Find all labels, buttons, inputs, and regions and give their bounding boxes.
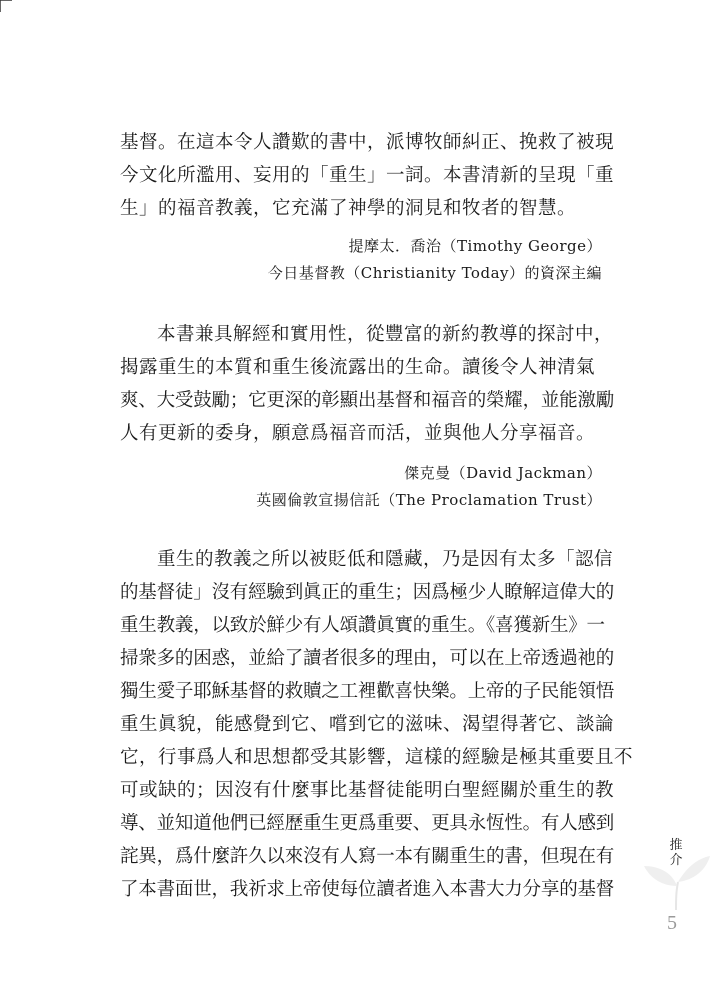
text-line: 爽、大受鼓勵；它更深的彰顯出基督和福音的榮耀，並能激勵 (120, 390, 615, 411)
attribution-2 (256, 460, 602, 514)
paragraph-3 (120, 543, 634, 906)
leaf-icon (640, 852, 712, 912)
attribution-1 (268, 233, 602, 287)
attribution-title: 英國倫敦宣揚信託（The Proclamation Trust） (256, 491, 602, 509)
text-line: 掃衆多的困惑，並給了讀者很多的理由，可以在上帝透過祂的 (120, 648, 615, 669)
paragraph-2 (120, 318, 615, 450)
text-line: 今文化所濫用、妄用的「重生」一詞。本書清新的呈現「重 (120, 165, 615, 186)
text-line: 生」的福音教義，它充滿了神學的洞見和牧者的智慧。 (120, 198, 577, 219)
text-line: 人有更新的委身，願意爲福音而活，並與他人分享福音。 (120, 423, 596, 444)
attribution-title: 今日基督教（Christianity Today）的資深主編 (267, 264, 602, 282)
attribution-name: 傑克曼（David Jackman） (404, 464, 602, 482)
text-line: 本書兼具解經和實用性，從豐富的新約教導的探討中， (157, 324, 614, 345)
text-line: 重生的教義之所以被貶低和隱藏，乃是因有太多「認信 (157, 549, 614, 570)
text-line: 可或缺的；因沒有什麼事比基督徒能明白聖經關於重生的教 (120, 780, 615, 801)
corner-mark-icon (0, 0, 18, 18)
text-line: 詫異，爲什麼許久以來沒有人寫一本有關重生的書，但現在有 (120, 846, 615, 867)
text-line: 了本書面世，我祈求上帝使每位讀者進入本書大力分享的基督 (120, 879, 615, 900)
section-label-char: 推 (669, 838, 683, 853)
text-line: 它，行事爲人和思想都受其影響，這樣的經驗是極其重要且不 (120, 747, 634, 768)
text-line: 基督。在這本令人讚歎的書中，派博牧師糾正、挽救了被現 (120, 132, 615, 153)
text-line: 重生眞貌，能感覺到它、嚐到它的滋味、渴望得著它、談論 (120, 714, 615, 735)
paragraph-1 (120, 126, 615, 225)
text-line: 導、並知道他們已經歷重生更爲重要、更具永恆性。有人感到 (120, 813, 615, 834)
text-line: 獨生愛子耶穌基督的救贖之工裡歡喜快樂。上帝的子民能領悟 (120, 681, 615, 702)
text-line: 揭露重生的本質和重生後流露出的生命。讀後令人神清氣 (120, 357, 596, 378)
section-label-char: 介 (669, 853, 683, 868)
attribution-name: 提摩太．喬治（Timothy George） (348, 237, 602, 255)
text-line: 的基督徒」沒有經驗到眞正的重生；因爲極少人瞭解這偉大的 (120, 582, 615, 603)
page-number: 5 (667, 912, 677, 934)
text-line: 重生教義，以致於鮮少有人頌讚眞實的重生。《喜獲新生》一 (120, 615, 605, 636)
